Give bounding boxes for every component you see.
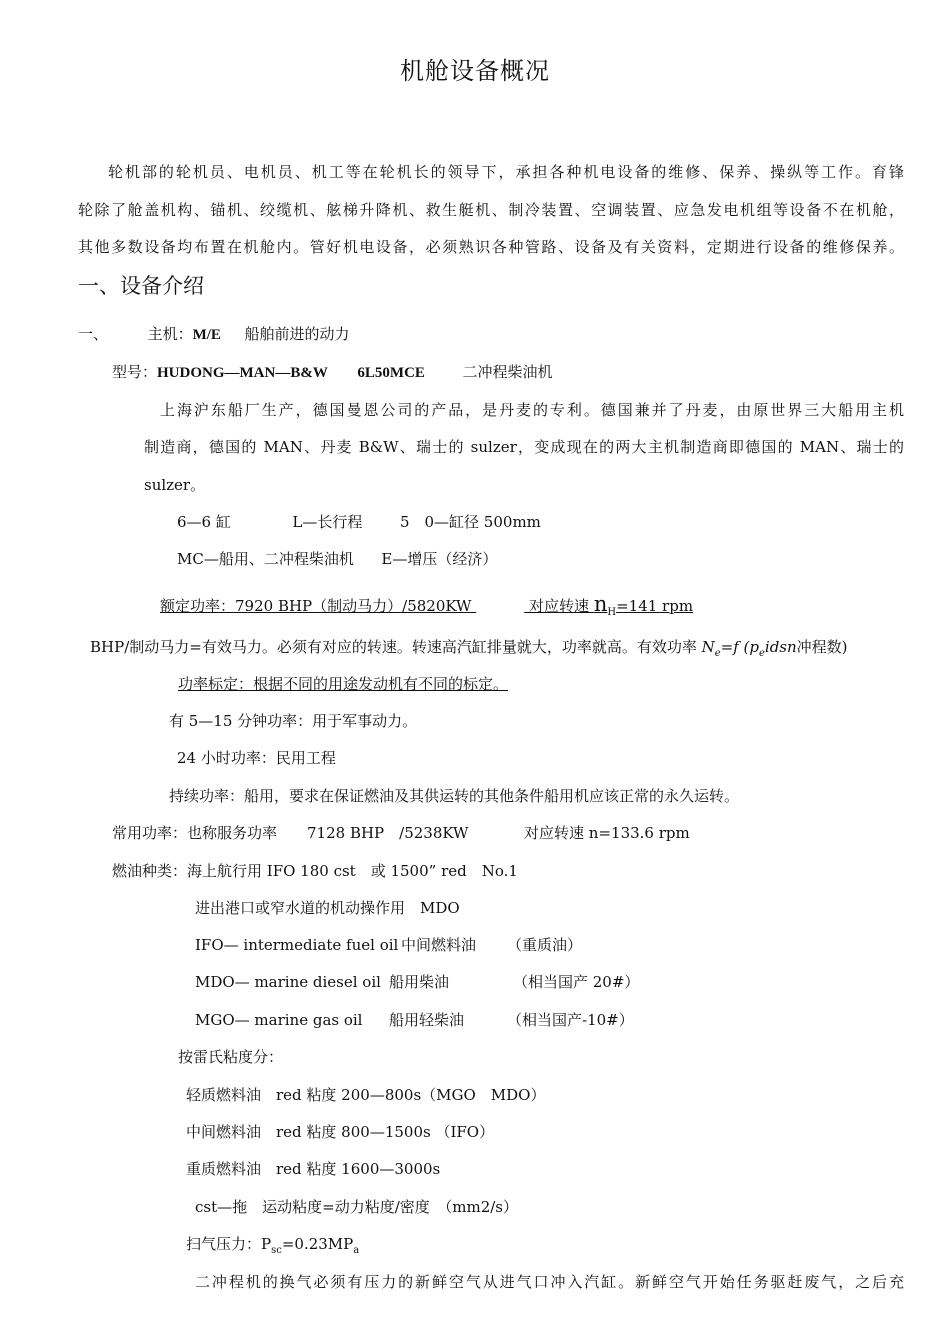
code-mc: MC—船用、二冲程柴油机 — [177, 550, 354, 568]
rating-heading — [160, 674, 546, 694]
fuel-mdo-cn: 船用柴油 — [389, 973, 450, 991]
fuel-ifo-note: （重质油） — [507, 936, 583, 954]
formula-n: N — [701, 638, 715, 656]
fuel-ifo-cn: 中间燃料油 — [401, 936, 477, 954]
scavenge-value: =0.23MP — [281, 1235, 354, 1253]
scavenge-label: 扫气压力：P — [186, 1235, 272, 1253]
intro-line-2: 轮除了舱盖机构、锚机、绞缆机、舷梯升降机、救生艇机、制冷装置、空调装置、应急发电机组等设备不在机舱， — [78, 201, 904, 219]
fuel-mdo — [195, 972, 639, 992]
main-engine-code: M/E — [192, 327, 221, 343]
formula-rest: idsn — [764, 638, 797, 656]
service-power: 常用功率：也称服务功率 7128 BHP /5238KW — [112, 824, 469, 842]
intro-line-3: 其他多数设备均布置在机舱内。管好机电设备，必须熟识各种管路、设备及有关资料，定期进行设备的维修保养。 — [78, 238, 904, 256]
main-engine-label: 主机： — [147, 325, 193, 343]
intro-line-1: 轮机部的轮机员、电机员、机工等在轮机长的领导下，承担各种机电设备的维修、保养、操纵等工作。育锋 — [108, 163, 904, 181]
type-code: 6L50MCE — [357, 365, 425, 381]
fuel-line-2: 进出港口或窄水道的机动操作用 MDO — [195, 899, 460, 917]
rated-power-line — [160, 592, 694, 623]
rating-heading-text: 功率标定：根据不同的用途发动机有不同的标定。 — [178, 675, 509, 693]
fuel-mdo-note: （相当国产 20#） — [513, 973, 640, 991]
history-line-3: sulzer。 — [144, 476, 206, 494]
rating-line-2: 24 小时功率：民用工程 — [177, 749, 336, 767]
engine-type-line — [112, 362, 552, 383]
rated-speed-sub: H — [607, 607, 617, 618]
code-meaning-line-1 — [177, 512, 541, 532]
viscosity-heavy: 重质燃料油 red 粘度 1600—3000s — [186, 1160, 441, 1178]
rating-line-3: 持续功率：船用，要求在保证燃油及其供运转的其他条件船用机应该正常的永久运转。 — [169, 787, 740, 805]
code-cylinders: 6—6 缸 — [177, 513, 231, 531]
service-speed: 对应转速 n=133.6 rpm — [524, 824, 690, 842]
formula-n-sub: e — [714, 648, 721, 659]
type-model: HUDONG—MAN—B&W — [157, 365, 328, 381]
fuel-line-1: 燃油种类：海上航行用 IFO 180 cst 或 1500” red No.1 — [112, 862, 518, 880]
fuel-mgo — [195, 1010, 634, 1030]
viscosity-cst: cst—拖 运动粘度=动力粘度/密度 （mm2/s） — [195, 1198, 518, 1216]
fuel-mgo-cn: 船用轻柴油 — [389, 1011, 465, 1029]
scavenge-unit-sub: a — [353, 1245, 360, 1256]
page-title: 机舱设备概况 — [400, 57, 550, 85]
rated-power: 额定功率：7920 BHP（制动马力）/5820KW — [160, 597, 472, 615]
section-heading: 一、设备介绍 — [78, 274, 204, 298]
code-e: E—增压（经济） — [381, 550, 498, 568]
rated-speed-value: =141 rpm — [616, 597, 694, 615]
scavenge-sub: sc — [271, 1245, 282, 1256]
fuel-mdo-en: MDO— marine diesel oil — [195, 973, 381, 991]
bhp-line — [90, 637, 848, 664]
rated-speed-label: 对应转速 — [529, 597, 590, 615]
viscosity-medium: 中间燃料油 red 粘度 800—1500s （IFO） — [186, 1123, 495, 1141]
code-stroke: L—长行程 — [292, 513, 363, 531]
fuel-ifo — [195, 935, 582, 955]
fuel-mgo-note: （相当国产-10#） — [507, 1011, 634, 1029]
formula-p-sub: e — [758, 648, 765, 659]
scavenge-pressure — [186, 1234, 359, 1261]
type-label: 型号： — [112, 363, 158, 381]
rated-speed-n: n — [593, 592, 608, 616]
service-power-line — [112, 823, 690, 843]
item-number: 一、 — [78, 325, 109, 343]
formula-tail: 冲程数) — [796, 638, 848, 656]
bhp-text: BHP/制动马力=有效马力。必须有对应的转速。转速高汽缸排量就大，功率就高。有效功率 — [90, 638, 702, 656]
rating-line-1: 有 5—15 分钟功率：用于军事动力。 — [169, 712, 418, 730]
fuel-mgo-en: MGO— marine gas oil — [195, 1011, 363, 1029]
main-engine-line — [78, 324, 350, 345]
type-desc: 二冲程柴油机 — [462, 363, 553, 381]
history-line-2: 制造商，德国的 MAN、丹麦 B&W、瑞士的 sulzer，变成现在的两大主机制造商即德国的 MAN、瑞士的 — [144, 438, 904, 456]
viscosity-heading: 按雷氏粘度分： — [178, 1048, 284, 1066]
code-bore: 5 0—缸径 500mm — [399, 513, 541, 531]
fuel-ifo-en: IFO— intermediate fuel oil — [195, 936, 399, 954]
code-meaning-line-2 — [177, 549, 497, 569]
last-line: 二冲程机的换气必须有压力的新鲜空气从进气口冲入汽缸。新鲜空气开始任务驱赶废气，之后充 — [195, 1273, 904, 1291]
history-line-1: 上海沪东船厂生产，德国曼恩公司的产品，是丹麦的专利。德国兼并了丹麦，由原世界三大船用主机 — [160, 401, 904, 419]
viscosity-light: 轻质燃料油 red 粘度 200—800s（MGO MDO） — [186, 1086, 546, 1104]
main-engine-desc: 船舶前进的动力 — [244, 325, 350, 343]
formula-eq: =f (p — [720, 638, 759, 656]
